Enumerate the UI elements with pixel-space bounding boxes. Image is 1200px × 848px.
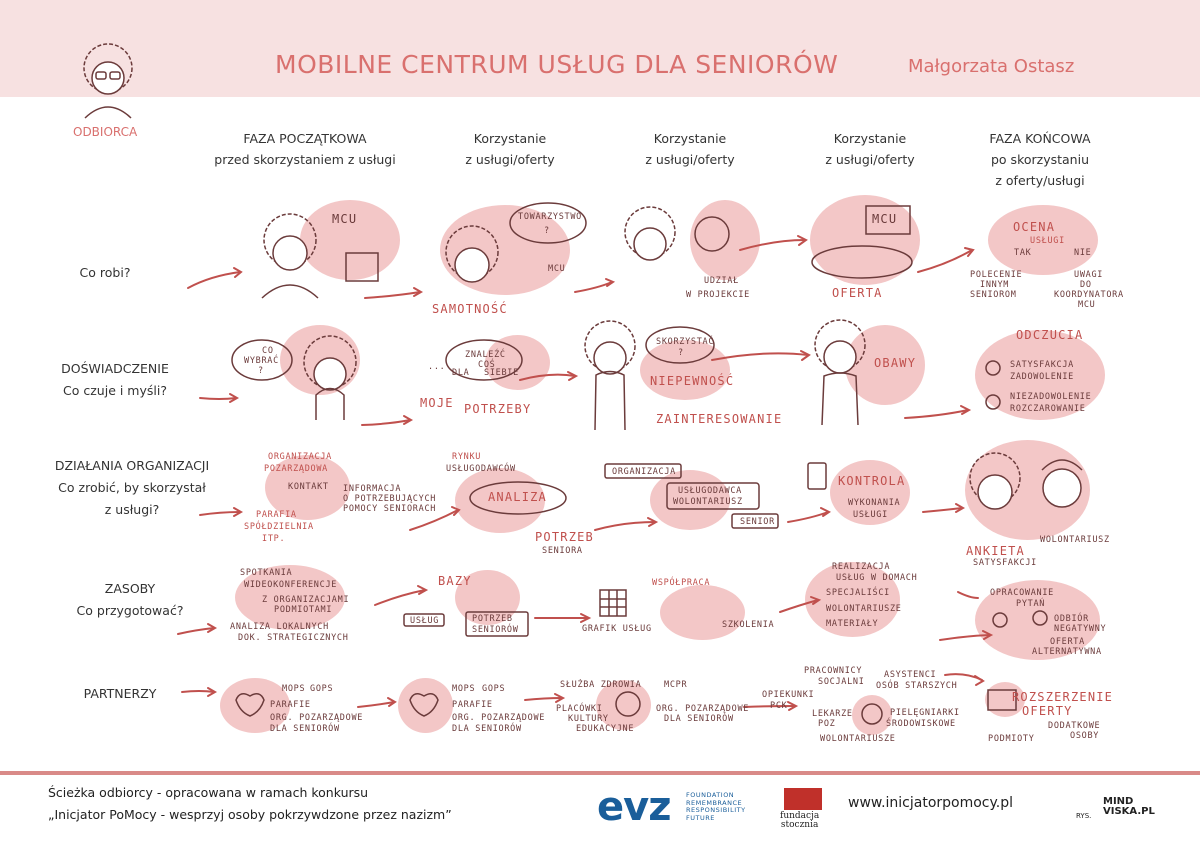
r3c1-info2: O POTRZEBUJĄCYCH <box>343 494 437 504</box>
r4c4-mat: MATERIAŁY <box>826 619 879 629</box>
r3c1-spold: SPÓŁDZIELNIA <box>244 522 314 532</box>
r4c5-pytan: PYTAŃ <box>1016 599 1046 609</box>
r3c4-uslugi: USŁUGI <box>853 510 888 520</box>
r1c2-towarzystwo: TOWARZYSTWO <box>518 212 582 222</box>
r1c5-mcu2: MCU <box>1078 300 1096 310</box>
header-band <box>0 0 1200 97</box>
r3c2-analiza: ANALIZA <box>488 490 547 504</box>
r4c1-wideo: WIDEOKONFERENCJE <box>244 580 338 590</box>
r2c5-niezadow: NIEZADOWOLENIE <box>1010 392 1092 402</box>
r1c5-do: DO <box>1080 280 1092 290</box>
r1c5-nie: NIE <box>1074 248 1092 258</box>
r1c5-uwagi: UWAGI <box>1074 270 1104 280</box>
r3c2-rynku: RYNKU <box>452 452 482 462</box>
r2c1-q: ? <box>258 366 264 376</box>
r5c5-rozsz: ROZSZERZENIE <box>1012 690 1114 704</box>
r3c1-org: ORGANIZACJA <box>268 452 332 462</box>
r3c1-itp: ITP. <box>262 534 286 544</box>
r1c2-mcu: MCU <box>548 264 566 274</box>
r1c4-oferta: OFERTA <box>832 286 883 300</box>
r3c1-info1: INFORMACJA <box>343 484 402 494</box>
r1c2-q: ? <box>544 226 550 236</box>
r2c2-moje: MOJE <box>420 396 454 410</box>
r1c5-uslugi: USŁUGI <box>1030 236 1065 246</box>
r5c3-kultury: KULTURY <box>568 714 609 724</box>
r3c4-wyk: WYKONANIA <box>848 498 901 508</box>
r5c1-dla: DLA SENIORÓW <box>270 724 340 734</box>
r5c1-gops: GOPS <box>310 684 334 694</box>
r4c1-analiza: ANALIZA LOKALNYCH <box>230 622 329 632</box>
credits-rys: RYS. <box>1076 812 1092 820</box>
r2c2-siebie: SIEBIE <box>484 368 519 378</box>
r5c5-osoby: OSOBY <box>1070 731 1100 741</box>
r5c4-socj: SOCJALNI <box>818 677 865 687</box>
r3c3-senior: SENIOR <box>740 517 775 527</box>
r5c5-podm: PODMIOTY <box>988 734 1035 744</box>
r2c5-zadow: ZADOWOLENIE <box>1010 372 1074 382</box>
row-label-dzialania: DZIAŁANIA ORGANIZACJI Co zrobić, by skorzystał z usługi? <box>54 458 210 517</box>
r4c5-oferta: OFERTA <box>1050 637 1085 647</box>
r1c5-seniorom: SENIOROM <box>970 290 1017 300</box>
r1c3-udzial: UDZIAŁ <box>704 276 739 286</box>
blob-r4c3 <box>660 585 745 640</box>
r4c5-negat: NEGATYWNY <box>1054 624 1107 634</box>
r3c1-info3: POMOCY SENIORACH <box>343 504 437 514</box>
r5c4-poz: POZ <box>818 719 836 729</box>
r2c2-dots: ... <box>428 362 446 372</box>
r3c3-org: ORGANIZACJA <box>612 467 676 477</box>
r2c5-rozczar: ROZCZAROWANIE <box>1010 404 1086 414</box>
r5c3-sluzba: SŁUŻBA ZDROWIA <box>560 680 642 690</box>
r5c2-org: ORG. POZARZĄDOWE <box>452 713 546 723</box>
blob-r1c4 <box>810 195 920 285</box>
blob-r5c2 <box>398 678 453 733</box>
phase-1-header: FAZA POCZĄTKOWA przed skorzystaniem z usługi <box>214 131 396 167</box>
phase-4-header: Korzystanie z usługi/oferty <box>825 131 915 167</box>
r3c1-kontakt: KONTAKT <box>288 482 329 492</box>
fundacja-stocznia-logo: fundacja stocznia <box>780 811 820 830</box>
r2c2-znalezc: ZNALEŹĆ <box>465 350 506 360</box>
r5c1-parafie: PARAFIE <box>270 700 311 710</box>
r3c1-parafia: PARAFIA <box>256 510 297 520</box>
r4c3-wspolpraca: WSPÓŁPRACA <box>652 578 711 588</box>
r2c5-odczucia: ODCZUCIA <box>1016 328 1084 342</box>
r1c4-mcu: MCU <box>872 212 898 226</box>
r5c3-eduk: EDUKACYJNE <box>576 724 635 734</box>
page-title: MOBILNE CENTRUM USŁUG DLA SENIORÓW <box>275 50 839 79</box>
r4c5-odbior: ODBIÓR <box>1054 614 1089 624</box>
r4c2-seniorow: SENIORÓW <box>472 625 519 635</box>
r5c5-oferty: OFERTY <box>1022 704 1073 718</box>
r5c3-dla: DLA SENIORÓW <box>664 714 734 724</box>
row-label-doswiadczenie: DOŚWIADCZENIE Co czuje i myśli? <box>61 361 169 398</box>
r3c5-satysf: SATYSFAKCJI <box>973 558 1037 568</box>
r2c1-wybrac: WYBRAĆ <box>244 356 279 366</box>
r5c3-placowki: PLACÓWKI <box>556 704 603 714</box>
footer-line-2: „Inicjator PoMocy - wesprzyj osoby pokrzywdzone przez nazizm” <box>48 807 452 822</box>
evz-logo-tagline: FOUNDATION REMEMBRANCE RESPONSIBILITY FUTURE <box>686 791 746 822</box>
r5c4-lek: LEKARZE <box>812 709 853 719</box>
r3c4-kontrola: KONTROLA <box>838 474 906 488</box>
r4c4-wolont: WOLONTARIUSZE <box>826 604 902 614</box>
fundacja-stocznia-logo-mark <box>784 788 822 810</box>
r5c1-org: ORG. POZARZĄDOWE <box>270 713 364 723</box>
r5c4-prac: PRACOWNICY <box>804 666 863 676</box>
r1c5-tak: TAK <box>1014 248 1032 258</box>
r3c2-seniora: SENIORA <box>542 546 583 556</box>
footer-line-1: Ścieżka odbiorcy - opracowana w ramach konkursu <box>48 785 369 800</box>
r5c2-parafie: PARAFIE <box>452 700 493 710</box>
persona-label: ODBIORCA <box>73 125 138 139</box>
row-label-zasoby: ZASOBY Co przygotować? <box>76 581 184 618</box>
r1c1-mcu: MCU <box>332 212 358 226</box>
r2c2-dla: DLA <box>452 368 470 378</box>
r4c4-real: REALIZACJA <box>832 562 891 572</box>
r5c1-mops: MOPS <box>282 684 306 694</box>
r3c5-wolont: WOLONTARIUSZ <box>1040 535 1110 545</box>
r5c5-dodat: DODATKOWE <box>1048 721 1101 731</box>
r1c5-polecenie: POLECENIE <box>970 270 1023 280</box>
blob-r3c5 <box>965 440 1090 540</box>
r5c4-srod: ŚRODOWISKOWE <box>886 719 956 729</box>
row-label-partnerzy: PARTNERZY <box>83 686 157 701</box>
r4c1-podm: PODMIOTAMI <box>274 605 333 615</box>
r2c5-satys: SATYSFAKCJA <box>1010 360 1074 370</box>
r4c4-spec: SPECJALIŚCI <box>826 588 890 598</box>
r1c2-samotnosc: SAMOTNOŚĆ <box>432 302 508 316</box>
blob-r2c1 <box>280 325 360 395</box>
r1c5-koord: KOORDYNATORA <box>1054 290 1124 300</box>
r5c4-asyst: ASYSTENCI <box>884 670 937 680</box>
row-label-co-robi: Co robi? <box>79 265 131 280</box>
r3c1-pozarz: POZARZĄDOWA <box>264 464 328 474</box>
r5c3-org: ORG. POZARZĄDOWE <box>656 704 750 714</box>
r5c2-gops: GOPS <box>482 684 506 694</box>
r5c4-piel: PIELĘGNIARKI <box>890 708 960 718</box>
mindviska-logo: MIND VISKA.PL <box>1103 796 1155 817</box>
r5c4-osob: OSÓB STARSZYCH <box>876 681 958 691</box>
r3c2-uslugo: USŁUGODAWCÓW <box>446 464 516 474</box>
phase-3-header: Korzystanie z usługi/oferty <box>645 131 735 167</box>
r1c5-ocena: OCENA <box>1013 220 1056 234</box>
r2c2-potrzeby: POTRZEBY <box>464 402 532 416</box>
author-name: Małgorzata Ostasz <box>908 56 1075 77</box>
r4c5-oprac: OPRACOWANIE <box>990 588 1054 598</box>
r5c4-wolont: WOLONTARIUSZE <box>820 734 896 744</box>
blob-r2c3 <box>640 340 730 400</box>
r5c4-opiek: OPIEKUNKI <box>762 690 815 700</box>
r3c2-potrzeb: POTRZEB <box>535 530 594 544</box>
r2c4-obawy: OBAWY <box>874 356 917 370</box>
r4c1-dok: DOK. STRATEGICZNYCH <box>238 633 349 643</box>
r2c3-skorzystac: SKORZYSTAĆ <box>656 337 715 347</box>
r5c2-dla: DLA SENIORÓW <box>452 724 522 734</box>
r5c2-mops: MOPS <box>452 684 476 694</box>
r1c5-innym: INNYM <box>980 280 1010 290</box>
r4c1-spotk: SPOTKANIA <box>240 568 293 578</box>
blob-r1c3 <box>690 200 760 280</box>
r4c4-uslug: USŁUG W DOMACH <box>836 573 918 583</box>
r3c3-wolont: WOLONTARIUSZ <box>673 497 743 507</box>
r2c1-co: CO <box>262 346 274 356</box>
r4c2-uslug: USŁUG <box>410 616 440 626</box>
r1c3-projekt: W PROJEKCIE <box>686 290 750 300</box>
r4c3-szkol: SZKOLENIA <box>722 620 775 630</box>
phase-5-header: FAZA KOŃCOWA po skorzystaniu z oferty/usługi <box>989 131 1091 188</box>
website-link[interactable]: www.inicjatorpomocy.pl <box>848 795 1014 811</box>
evz-logo: evz <box>597 784 671 830</box>
r2c2-cos: COŚ <box>478 360 496 370</box>
r4c2-potrzeb: POTRZEB <box>472 614 513 624</box>
r3c5-ankieta: ANKIETA <box>966 544 1025 558</box>
r2c3-q: ? <box>678 348 684 358</box>
phase-2-header: Korzystanie z usługi/oferty <box>465 131 555 167</box>
r4c1-zorg: Z ORGANIZACJAMI <box>262 595 350 605</box>
r4c2-bazy: BAZY <box>438 574 472 588</box>
r2c3-zaint: ZAINTERESOWANIE <box>656 412 783 426</box>
r3c3-uslugod: USŁUGODAWCA <box>678 486 742 496</box>
r4c3-grafik: GRAFIK USŁUG <box>582 624 652 634</box>
r4c5-altern: ALTERNATYWNA <box>1032 647 1102 657</box>
r2c3-niepewnosc: NIEPEWNOŚĆ <box>650 374 735 388</box>
r5c3-mcpr: MCPR <box>664 680 688 690</box>
footer-divider <box>0 771 1200 775</box>
r5c4-pck: PCK <box>770 701 788 711</box>
